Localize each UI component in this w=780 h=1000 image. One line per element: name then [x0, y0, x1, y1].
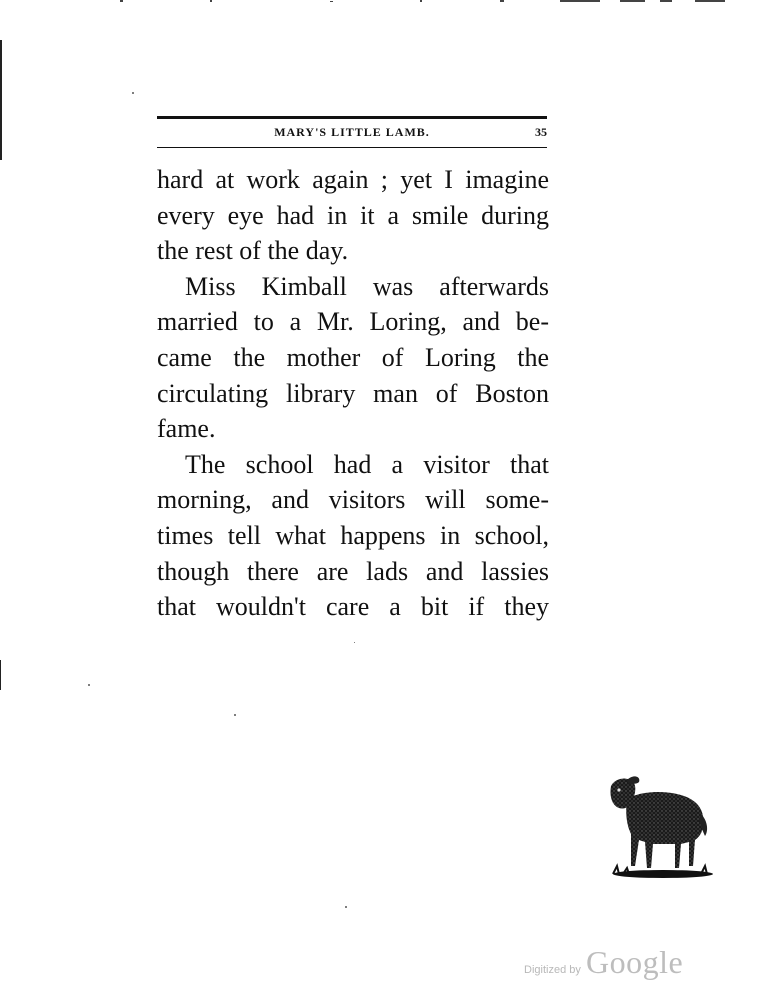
text-line: morning, and visitors will some-	[157, 485, 549, 515]
scan-speck	[88, 684, 90, 686]
scan-speck	[354, 642, 355, 643]
text-line: every eye had in it a smile during	[157, 200, 549, 230]
text-line: The school had a visitor that	[185, 449, 549, 479]
text-line: Miss Kimball was afterwards	[185, 271, 549, 301]
text-line: times tell what happens in school,	[157, 520, 549, 550]
digitized-by-watermark	[524, 944, 683, 984]
text-line: that wouldn't care a bit if they	[157, 592, 549, 622]
running-head	[157, 116, 547, 152]
running-head-title: MARY'S LITTLE LAMB.	[274, 125, 430, 139]
text-line: circulating library man of Boston	[157, 378, 549, 408]
scan-edge-mark	[0, 660, 1, 690]
text-line: married to a Mr. Loring, and be-	[157, 307, 549, 337]
google-logo: Google	[585, 944, 684, 980]
text-line: hard at work again ; yet I imagine	[157, 165, 549, 194]
text-line: the rest of the day.	[157, 236, 349, 266]
scan-edge-mark	[0, 40, 2, 160]
scan-speck	[234, 714, 236, 716]
lamb-illustration-icon	[605, 770, 717, 882]
header-rule-thin	[157, 147, 547, 148]
text-line: came the mother of Loring the	[157, 342, 549, 372]
header-rule-thick	[157, 116, 547, 119]
text-line: though there are lads and lassies	[157, 556, 549, 586]
scan-top-specks	[120, 0, 740, 4]
scan-speck	[132, 92, 134, 94]
text-line: fame.	[157, 414, 216, 444]
paragraph	[157, 447, 549, 625]
paragraph	[157, 162, 549, 269]
body-text	[157, 162, 549, 625]
scan-speck	[345, 906, 347, 908]
page-number: 35	[535, 125, 547, 139]
paragraph	[157, 269, 549, 447]
watermark-prefix: Digitized by	[524, 964, 581, 976]
